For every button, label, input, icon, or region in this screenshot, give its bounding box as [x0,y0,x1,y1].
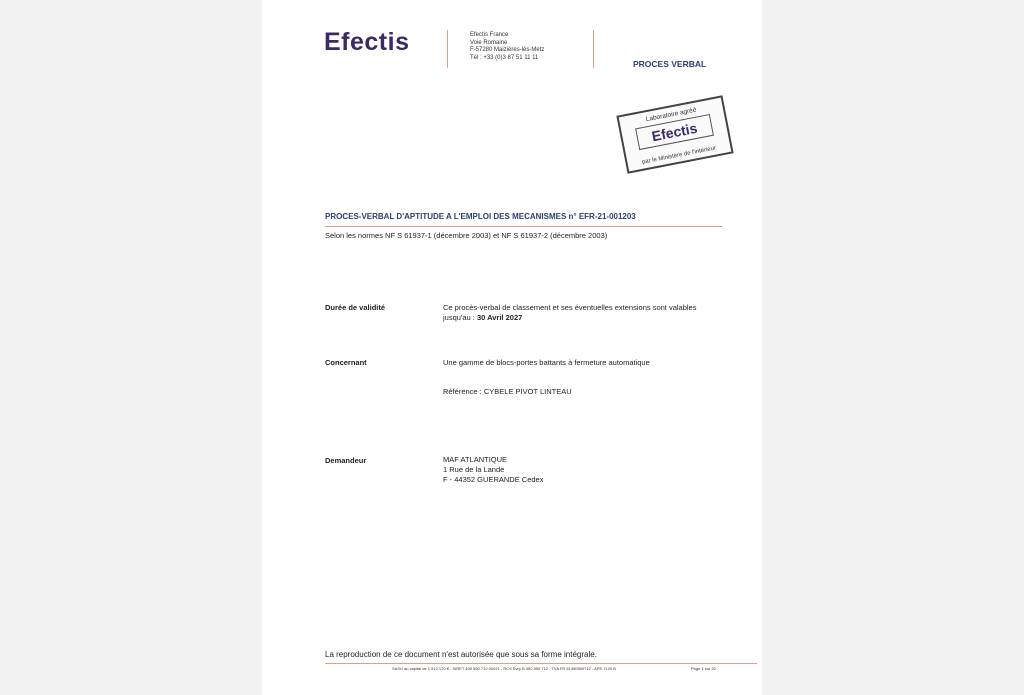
footer-divider [325,663,757,664]
title-divider [325,226,722,227]
document-title: PROCES-VERBAL D'APTITUDE A L'EMPLOI DES MECANISMES n° EFR-21-001203 [325,212,636,221]
document-type-heading: PROCES VERBAL [633,59,707,69]
company-address [470,32,544,62]
validity-value [443,303,733,323]
reproduction-notice: La reproduction de ce document n'est autorisée que sous sa forme intégrale. [325,650,597,659]
demandeur-address [443,455,543,485]
header-divider [447,30,448,68]
demandeur-line: F - 44352 GUERANDE Cedex [443,475,544,484]
concernant-text: Une gamme de blocs-portes battants à fermeture automatique [443,358,650,367]
reference-text: Référence : CYBELE PIVOT LINTEAU [443,387,572,396]
address-line: Efectis France [470,32,509,38]
page-number: Page 1 sur 20 [691,666,716,671]
stamp-bottom-text: par le Ministère de l'intérieur [641,145,717,166]
validity-text: Ce procès-verbal de classement et ses éventuelles extensions sont valables [443,303,697,312]
legal-mentions: SASU au capital de 1 512 170 € - SIRET 490 550 712 00021 - RCS Evry B 490 550 712 - TVA FR 61490550712 - APE 7120 B [392,666,616,671]
demandeur-line: 1 Rue de la Lande [443,465,505,474]
efectis-logo: Efectis [324,28,410,56]
address-line: Voie Romaine [470,39,508,46]
validity-date: 30 Avril 2027 [476,313,523,322]
demandeur-line: MAF ATLANTIQUE [443,455,508,464]
validity-date-line [443,313,733,323]
header-divider [593,30,594,68]
demandeur-label: Demandeur [325,456,367,465]
stamp-logo: Efectis [635,114,714,150]
validity-date-prefix: jusqu'au : [443,313,477,322]
norms-text: Selon les normes NF S 61937-1 (décembre 2003) et NF S 61937-2 (décembre 2003) [325,231,608,240]
address-line: F-57280 Maizières-lès-Metz [470,47,545,53]
concernant-label: Concernant [325,358,367,367]
validity-label: Durée de validité [325,303,386,312]
stamp-top-text: Laboratoire agréé [645,106,698,124]
address-line: Tél : +33 (0)3 87 51 11 11 [470,54,539,61]
